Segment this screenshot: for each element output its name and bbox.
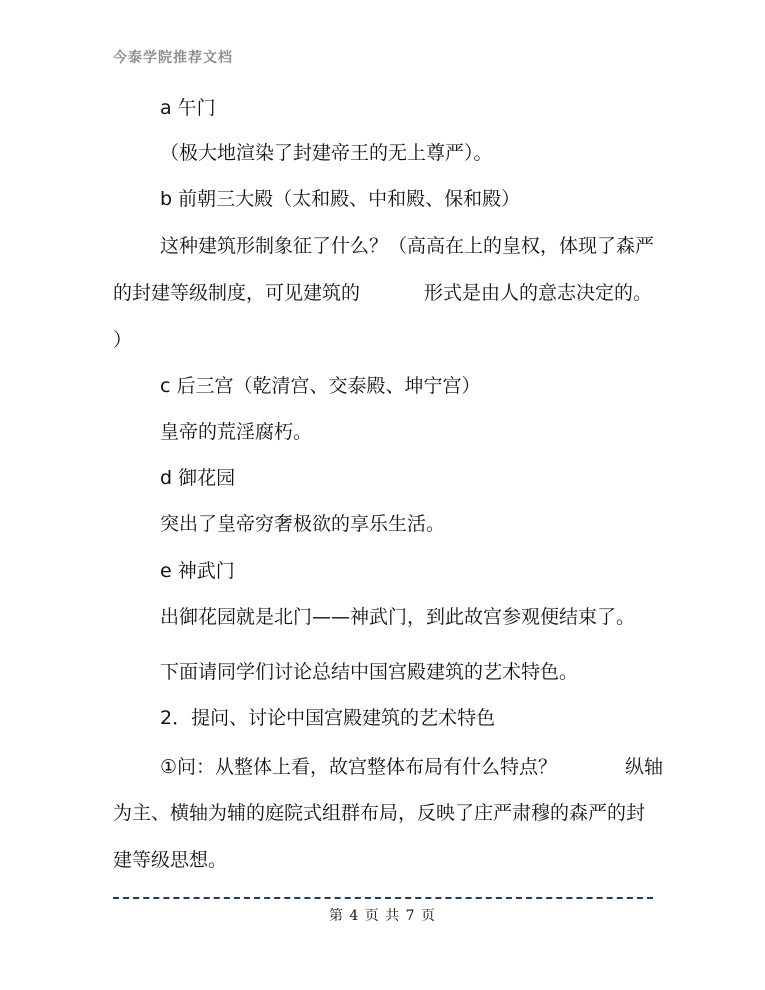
- text-segment-right: 形式是由人的意志决定的。: [424, 282, 653, 304]
- text-segment-question: ①问：从整体上看，故宫整体布局有什么特点？: [160, 756, 558, 778]
- text-line-gate-e: e 神武门: [160, 560, 235, 582]
- text-line-question: 这种建筑形制象征了什么？（高高在上的皇权，体现了森严: [160, 235, 655, 257]
- text-line-close-paren: ）: [113, 329, 133, 351]
- text-line-garden-note: 突出了皇帝穷奢极欲的享乐生活。: [160, 513, 446, 535]
- text-line-gate-a-note: （极大地渲染了封建帝王的无上尊严）。: [160, 142, 493, 164]
- text-line-halls-b: b 前朝三大殿（太和殿、中和殿、保和殿）: [160, 188, 521, 210]
- text-line-question-cont: [113, 281, 652, 305]
- footer-divider: [113, 897, 653, 899]
- text-line-answer: 为主、横轴为辅的庭院式组群布局，反映了庄严肃穆的森严的封: [113, 802, 646, 824]
- text-line-section-2: 2．提问、讨论中国宫殿建筑的艺术特色: [160, 707, 496, 729]
- text-segment-answer-start: 纵轴: [625, 756, 664, 778]
- text-line-discussion-intro: 下面请同学们讨论总结中国宫殿建筑的艺术特色。: [160, 661, 579, 683]
- document-header: 今泰学院推荐文档: [113, 50, 233, 66]
- text-line-garden-d: d 御花园: [160, 467, 236, 489]
- text-line-gate-e-note: 出御花园就是北门——神武门，到此故宫参观便结束了。: [160, 606, 636, 628]
- text-line-palaces-note: 皇帝的荒淫腐朽。: [160, 421, 313, 443]
- text-line-answer-end: 建等级思想。: [113, 849, 228, 871]
- text-line-palaces-c: c 后三宫（乾清宫、交泰殿、坤宁宫）: [160, 375, 481, 397]
- page-number: 第 4 页 共 7 页: [328, 908, 437, 924]
- text-line-question-1: [160, 755, 663, 779]
- text-segment-left: 的封建等级制度，可见建筑的: [113, 282, 361, 304]
- text-line-gate-a: a 午门: [160, 97, 216, 119]
